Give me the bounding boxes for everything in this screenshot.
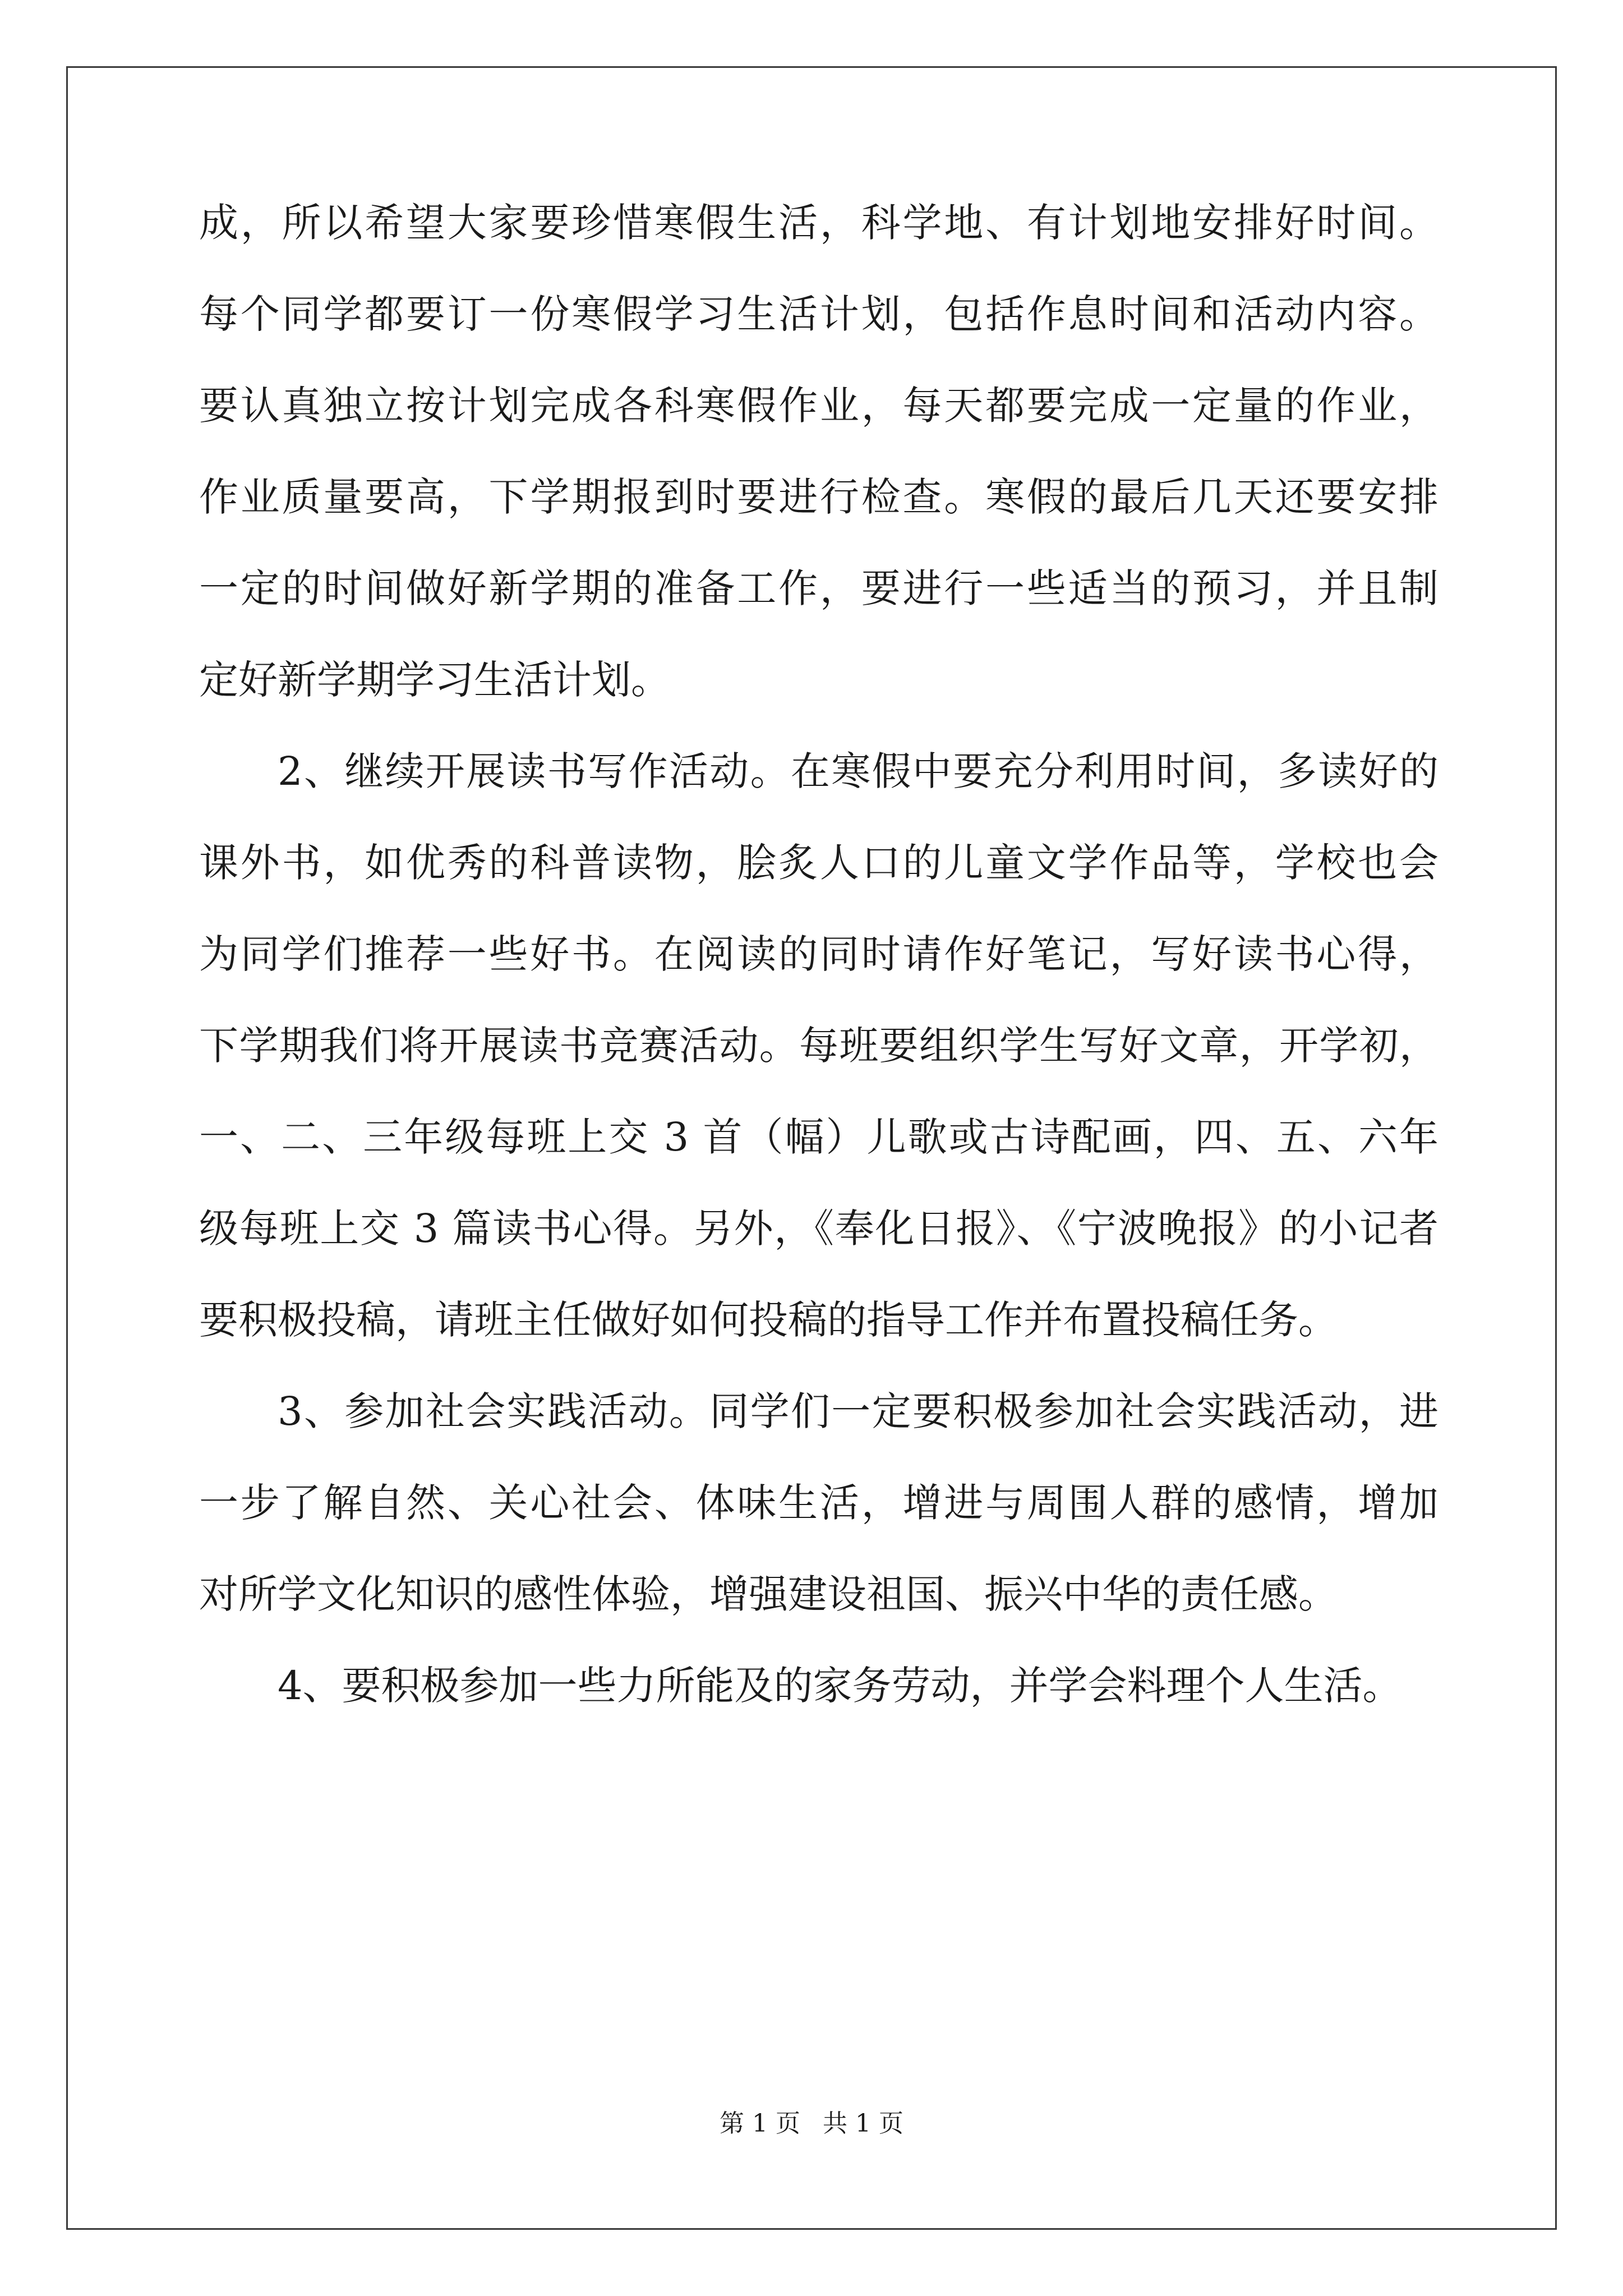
text-line: 一定的时间做好新学期的准备工作，要进行一些适当的预习，并且制 [199,565,1438,611]
total-pages: 共 1 页 [823,2109,903,2138]
text-line: 要积极投稿，请班主任做好如何投稿的指导工作并布置投稿任务。 [199,1297,1338,1343]
text-line: 一、二、三年级每班上交 3 首（幅）儿歌或古诗配画，四、五、六年 [199,1114,1438,1160]
paragraph-start-line: 2、继续开展读书写作活动。在寒假中要充分利用时间，多读好的 [278,748,1438,794]
text-line: 下学期我们将开展读书竞赛活动。每班要组织学生写好文章，开学初， [199,1023,1438,1069]
text-line: 对所学文化知识的感性体验，增强建设祖国、振兴中华的责任感。 [199,1571,1338,1617]
text-line: 一步了解自然、关心社会、体味生活，增进与周围人群的感情，增加 [199,1480,1438,1526]
text-line: 每个同学都要订一份寒假学习生活计划，包括作息时间和活动内容。 [199,291,1438,337]
paragraph-start-line: 4、要积极参加一些力所能及的家务劳动，并学会料理个人生活。 [278,1663,1402,1709]
text-line: 课外书，如优秀的科普读物，脍炙人口的儿童文学作品等，学校也会 [199,840,1438,886]
text-line: 定好新学期学习生活计划。 [199,657,670,703]
page-footer [0,2107,1623,2141]
text-line: 为同学们推荐一些好书。在阅读的同时请作好笔记，写好读书心得， [199,931,1438,977]
paragraph-start-line: 3、参加社会实践活动。同学们一定要积极参加社会实践活动，进 [278,1388,1438,1434]
text-line: 成，所以希望大家要珍惜寒假生活，科学地、有计划地安排好时间。 [199,200,1438,246]
text-line: 要认真独立按计划完成各科寒假作业，每天都要完成一定量的作业， [199,383,1438,429]
text-line: 级每班上交 3 篇读书心得。另外，《奉化日报》、《宁波晚报》的小记者 [199,1205,1438,1251]
page-number: 第 1 页 [720,2109,800,2138]
text-line: 作业质量要高，下学期报到时要进行检查。寒假的最后几天还要安排 [199,474,1438,520]
